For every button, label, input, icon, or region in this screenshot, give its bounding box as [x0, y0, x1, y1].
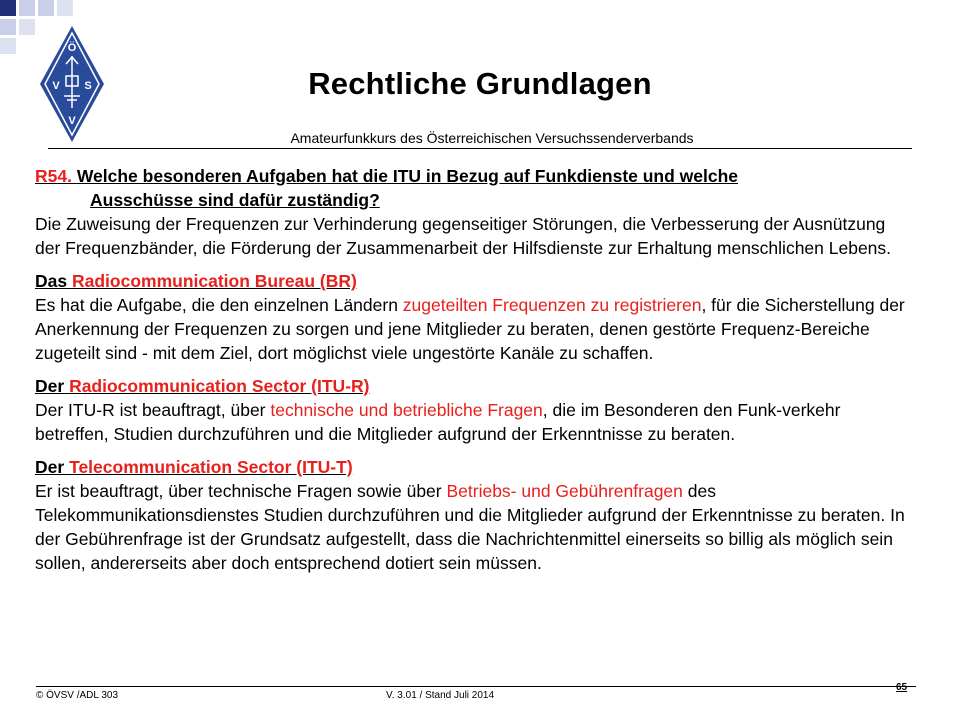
section-body-itu-r — [35, 398, 915, 446]
body-highlight: Betriebs- und Gebührenfragen — [446, 481, 683, 501]
section-name: Radiocommunication Bureau (BR) — [71, 271, 357, 291]
body-text: des Telekommunikationsdienstes Studien durchzuführen und die Mitglieder aufgrund der Erkenntnisse zu beraten. In der Gebührenfrage ist der Grundsatz aufgestellt, dass die Nachrichtenmittel einerseits so billig als möglich sein sollen, andererseits aber doch entsprechend dotiert sein müssen. — [35, 481, 905, 573]
page-subtitle: Amateurfunkkurs des Österreichischen Versuchssenderverbands — [290, 130, 694, 146]
decor-square — [0, 38, 16, 54]
header-divider — [48, 148, 912, 149]
decor-square — [0, 0, 16, 16]
section-article: Das — [35, 271, 68, 291]
question-text-line2: Ausschüsse sind dafür zuständig? — [90, 190, 380, 210]
section-name: Radiocommunication Sector (ITU-R) — [69, 376, 370, 396]
logo-letter-right: S — [84, 80, 92, 92]
question-answer: Die Zuweisung der Frequenzen zur Verhinderung gegenseitiger Störungen, die Verbesserung der Ausnützung der Frequenzbänder, die Förderung der Zusammenarbeit der Hilfsdienste zur Erhaltung menschlichen Lebens. — [35, 214, 892, 258]
footer-divider — [36, 686, 916, 687]
logo-letter-top: Ö — [67, 42, 77, 54]
section-heading-br — [35, 269, 915, 293]
body-text: Er ist beauftragt, über technische Fragen sowie über — [35, 481, 447, 501]
decor-square — [0, 19, 16, 35]
footer-version: V. 3.01 / Stand Juli 2014 — [386, 690, 495, 701]
section-article: Der — [35, 376, 65, 396]
body-highlight: technische und betriebliche Fragen — [270, 400, 543, 420]
logo-letter-left: V — [52, 80, 60, 92]
section-heading-itu-t — [35, 455, 915, 479]
section-name: Telecommunication Sector (ITU-T) — [69, 457, 353, 477]
body-text: Der ITU-R ist beauftragt, über — [35, 400, 271, 420]
slide-content — [35, 164, 915, 575]
section-article: Der — [35, 457, 65, 477]
logo-letter-bottom: V — [68, 115, 76, 127]
body-highlight: zugeteilten Frequenzen zu registrieren — [402, 295, 702, 315]
body-text: Es hat die Aufgabe, die den einzelnen Ländern — [35, 295, 403, 315]
decor-square — [38, 0, 54, 16]
question-heading — [35, 164, 915, 212]
section-body-itu-t — [35, 479, 915, 575]
page-title: Rechtliche Grundlagen — [308, 66, 652, 101]
section-body-br — [35, 293, 915, 365]
decor-square — [19, 19, 35, 35]
section-heading-itu-r — [35, 374, 915, 398]
decor-square — [57, 0, 73, 16]
body-text: , für die Sicherstellung der Anerkennung der Frequenzen zu sorgen und jene Mitglieder zu beraten, denen gestörte Frequenz-Bereiche zugeteilt sind - mit dem Ziel, dort möglichst viele ungestörte Kanäle zu schaffen. — [35, 295, 905, 363]
body-text: , die im Besonderen den Funk-verkehr betreffen, Studien durchzuführen und die Mitglieder aufgrund der Erkenntnisse zu beraten. — [35, 400, 841, 444]
question-text-line1: Welche besonderen Aufgaben hat die ITU in Bezug auf Funkdienste und welche — [76, 166, 739, 186]
question-number: R54. — [35, 166, 72, 186]
footer-copyright: © ÖVSV /ADL 303 — [36, 690, 119, 701]
decor-square — [19, 0, 35, 16]
page-number: 65 — [896, 682, 908, 693]
